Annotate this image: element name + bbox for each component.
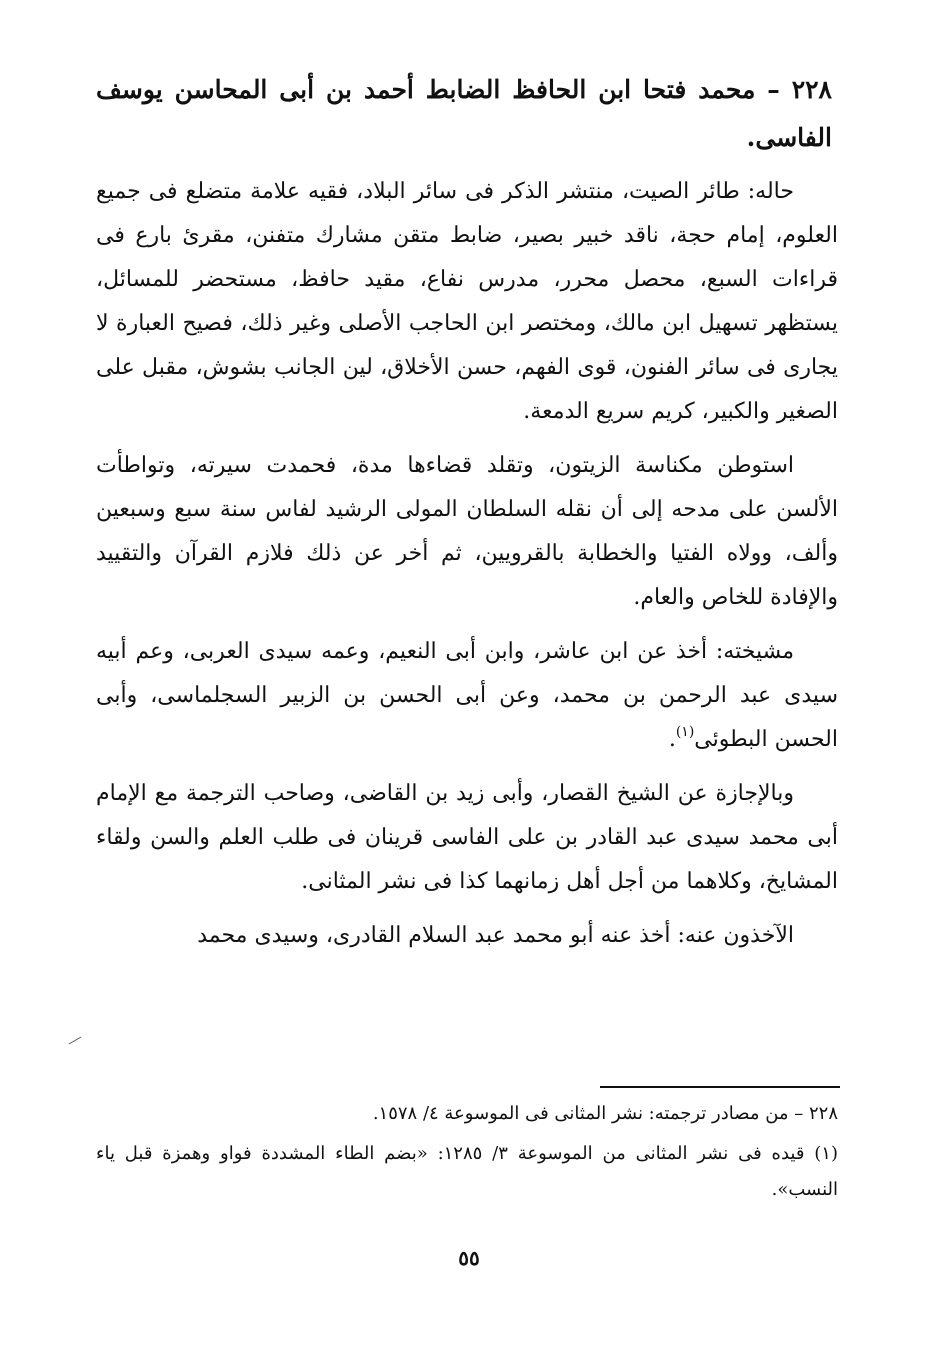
- footnote-1: (١) قيده فى نشر المثانى من الموسوعة ٣/ ١٢٨٥: «بضم الطاء المشددة فواو وهمزة قبل ياء النسب».: [96, 1143, 838, 1200]
- footnote-divider: [600, 1086, 840, 1088]
- footnotes: [96, 1096, 838, 1212]
- paragraph-teachers-end: .: [668, 727, 676, 752]
- page-number: ٥٥: [458, 1246, 480, 1270]
- entry-heading: ٢٢٨ – محمد فتحا ابن الحافظ الضابط أحمد بن أبى المحاسن يوسف الفاسى.: [96, 75, 832, 152]
- paragraph-students: الآخذون عنه: أخذ عنه أبو محمد عبد السلام القادرى، وسيدى محمد: [197, 923, 794, 948]
- paragraph-ijaza: وبالإجازة عن الشيخ القصار، وأبى زيد بن القاضى، وصاحب الترجمة مع الإمام أبى محمد سيدى عبد القادر بن على الفاسى قرينان فى طلب العلم والسن ولقاء المشايخ، وكلاهما من أجل أهل زمانهما كذا فى نشر المثانى.: [96, 781, 838, 894]
- paragraph-career: استوطن مكناسة الزيتون، وتقلد قضاءها مدة، فحمدت سيرته، وتواطأت الألسن على مدحه إلى أن نقله السلطان المولى الرشيد لفاس سنة سبع وسبعين وألف، وولاه الفتيا والخطابة بالقرويين، ثم أخر عن ذلك فلازم القرآن والتقييد والإفادة للخاص والعام.: [96, 453, 838, 610]
- footnote-reference[interactable]: (١): [675, 723, 695, 740]
- paragraph-teachers-text: مشيخته: أخذ عن ابن عاشر، وابن أبى النعيم، وعمه سيدى العربى، وعم أبيه سيدى عبد الرحمن بن محمد، وعن أبى الحسن بن الزبير السجلماسى، وأبى الحسن البطوئى: [96, 639, 838, 752]
- paragraph-biography: حاله: طائر الصيت، منتشر الذكر فى سائر البلاد، فقيه علامة متضلع فى جميع العلوم، إمام حجة، ناقد خبير بصير، ضابط متقن مشارك متفنن، مقرئ بارع فى قراءات السبع، محصل محرر، مدرس نفاع، مقيد حافظ، مستحضر للمسائل، يستظهر تسهيل ابن مالك، ومختصر ابن الحاجب الأصلى وغير ذلك، فصيح العبارة لا يجارى فى سائر الفنون، قوى الفهم، حسن الأخلاق، لين الجانب بشوش، مقبل على الصغير والكبير، كريم سريع الدمعة.: [96, 179, 838, 424]
- footnote-sources: ٢٢٨ – من مصادر ترجمته: نشر المثانى فى الموسوعة ٤/ ١٥٧٨.: [372, 1103, 838, 1124]
- main-text: [96, 66, 838, 968]
- paragraph-teachers: [96, 630, 838, 762]
- margin-mark: [69, 1037, 82, 1045]
